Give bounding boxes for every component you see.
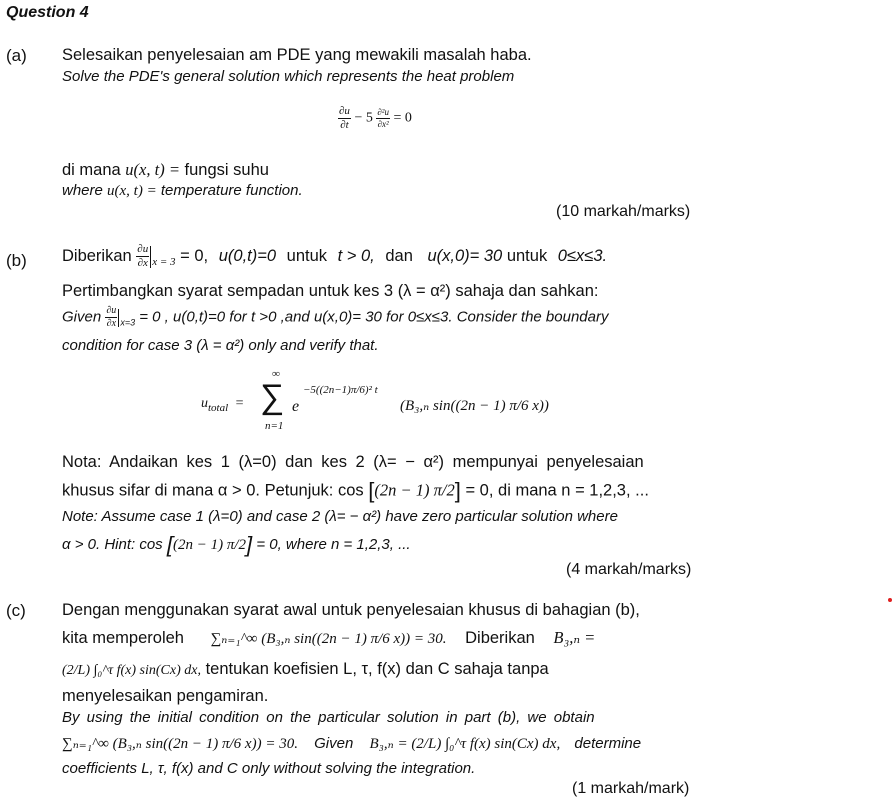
part-c-marks: (1 markah/mark) bbox=[572, 780, 690, 797]
part-b-note-line1: Note: Assume case 1 (λ=0) and case 2 (λ= − α²) have zero particular solution where bbox=[62, 508, 618, 525]
part-b-english-line2: condition for case 3 (λ = α²) only and verify that. bbox=[62, 337, 379, 354]
part-b-english-given: Given $\frac{\partial u}{\partial x}$ $_{x=3}$ = 0 , u(0,t)=0 for t >0 ,and u(x,0)= 30 for 0≤x≤3. Consider the boundary bbox=[62, 305, 609, 329]
part-a-label: (a) bbox=[6, 46, 27, 65]
exp-exponent: −5((2n−1)π/6)² t bbox=[303, 384, 378, 396]
heat-equation: $\frac{\partial u}{\partial t}$ − 5 $\frac{\text{∂²u}}{\text{∂x²}}$ = 0 bbox=[339, 105, 412, 131]
part-b-label: (b) bbox=[6, 251, 27, 270]
part-a-where-english: where u(x, t) = temperature function. bbox=[62, 182, 303, 199]
part-c-line3: (2/L) ∫₀^τ f(x) sin(Cx) dx, tentukan koefisien L, τ, f(x) dan C sahaja tanpa bbox=[62, 660, 549, 678]
part-c-line2: kita memperoleh ∑ₙ₌₁^∞ (B₃,ₙ sin((2n − 1) π/6 x)) = 30. Diberikan B₃,ₙ = bbox=[62, 628, 596, 647]
sum-symbol: ∑ bbox=[260, 378, 285, 416]
part-a-where-malay: di mana u(x, t) = fungsi suhu bbox=[62, 160, 269, 179]
part-a-malay: Selesaikan penyelesaian am PDE yang mewakili masalah haba. bbox=[62, 46, 532, 64]
part-b-malay-line2: Pertimbangkan syarat sempadan untuk kes 3 (λ = α²) sahaja dan sahkan: bbox=[62, 282, 599, 300]
sum-upper: ∞ bbox=[272, 368, 280, 380]
question-title: Question 4 bbox=[6, 4, 89, 21]
part-c-eng3: coefficients L, τ, f(x) and C only without solving the integration. bbox=[62, 760, 476, 777]
part-c-line4: menyelesaikan pengamiran. bbox=[62, 687, 269, 705]
part-c-eng2: ∑ₙ₌₁^∞ (B₃,ₙ sin((2n − 1) π/6 x)) = 30. Given B₃,ₙ = (2/L) ∫₀^τ f(x) sin(Cx) dx, determine bbox=[62, 735, 642, 752]
part-c-label: (c) bbox=[6, 601, 26, 620]
exp-base: e bbox=[292, 398, 300, 415]
sum-lower: n=1 bbox=[265, 420, 284, 432]
red-dot bbox=[888, 598, 892, 602]
part-b-marks: (4 markah/marks) bbox=[566, 561, 692, 578]
series-term: (B₃,ₙ sin((2n − 1) π/6 x)) bbox=[400, 398, 549, 414]
part-b-note-line2: α > 0. Hint: cos [(2n − 1) π/2] = 0, where n = 1,2,3, ... bbox=[62, 532, 411, 557]
part-a-marks: (10 markah/marks) bbox=[556, 203, 691, 220]
part-b-nota-line1: Nota: Andaikan kes 1 (λ=0) dan kes 2 (λ= − α²) mempunyai penyelesaian bbox=[62, 453, 644, 471]
part-c-line1: Dengan menggunakan syarat awal untuk penyelesaian khusus di bahagian (b), bbox=[62, 601, 640, 619]
part-a-english: Solve the PDE's general solution which represents the heat problem bbox=[62, 68, 515, 85]
utotal-label: $u_{total}$ = bbox=[201, 396, 244, 414]
part-b-nota-line2: khusus sifar di mana α > 0. Petunjuk: cos [(2n − 1) π/2] = 0, di mana n = 1,2,3, ... bbox=[62, 478, 649, 503]
part-b-given-line: Diberikan $\frac{\partial u}{\partial x}$ $_{x = 3}$ = 0, u(0,t)=0 untuk t > 0, dan u(x,0)= 30 untuk 0≤x≤3. bbox=[62, 243, 608, 269]
part-c-eng1: By using the initial condition on the particular solution in part (b), we obtain bbox=[62, 709, 595, 726]
